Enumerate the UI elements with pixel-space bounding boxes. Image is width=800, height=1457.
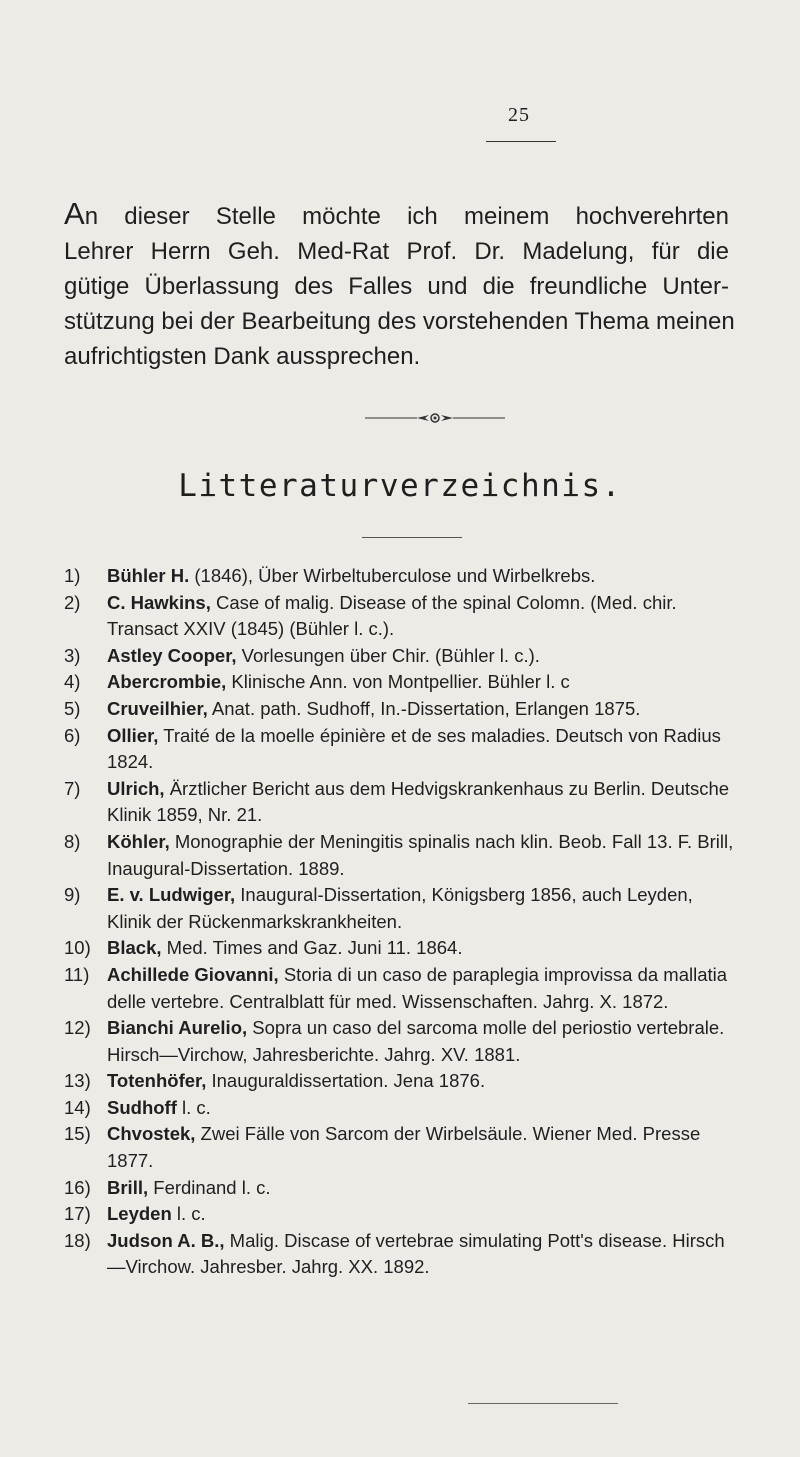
reference-number: 1) <box>64 565 81 586</box>
reference-text: Med. Times and Gaz. Juni 11. 1864. <box>161 937 463 959</box>
reference-item <box>64 723 736 776</box>
reference-author: Brill, <box>107 1176 149 1198</box>
reference-text: Ärztlicher Bericht aus dem Hedvigskrankenhaus zu Berlin. Deutsche Klinik 1859, Nr. 21. <box>107 777 730 826</box>
reference-number: 15) <box>64 1123 91 1145</box>
reference-number: 13) <box>64 1070 91 1092</box>
reference-author: Chvostek, <box>107 1123 196 1145</box>
reference-text: (1846), Über Wirbeltuberculose und Wirbelkrebs. <box>189 565 596 586</box>
page-number: 25 <box>508 104 530 126</box>
reference-text: Klinische Ann. von Montpellier. Bühler l. c <box>226 671 570 693</box>
reference-item <box>64 935 736 962</box>
ack-line-2: Lehrer Herrn Geh. Med-Rat Prof. Dr. Madelung, für die <box>64 238 729 265</box>
reference-item <box>64 669 736 696</box>
reference-number: 17) <box>64 1203 91 1225</box>
reference-text: Ferdinand l. c. <box>148 1176 271 1198</box>
reference-author: Bühler H. <box>107 565 190 586</box>
ornament-divider <box>365 410 505 426</box>
reference-text: l. c. <box>176 1096 211 1118</box>
reference-number: 5) <box>64 697 81 719</box>
reference-item <box>64 1068 736 1095</box>
reference-text: Sopra un caso del sarcoma molle del periostio vertebrale. Hirsch—Virchow, Jahresberichte. Jahrg. XV. 1881. <box>107 1017 725 1065</box>
reference-item <box>64 1201 736 1228</box>
reference-item <box>64 882 736 935</box>
reference-number: 7) <box>64 777 81 799</box>
reference-author: Cruveilhier, <box>107 697 208 719</box>
reference-text: Anat. path. Sudhoff, In.-Dissertation, Erlangen 1875. <box>207 697 641 719</box>
reference-number: 12) <box>64 1017 91 1039</box>
reference-item <box>64 1121 736 1174</box>
reference-number: 6) <box>64 724 81 746</box>
reference-item <box>64 643 736 670</box>
ack-line-4: stützung bei der Bearbeitung des vorstehenden Thema meinen <box>64 308 735 335</box>
heading-rule <box>362 537 462 538</box>
reference-author: Sudhoff <box>107 1096 177 1118</box>
end-rule <box>468 1403 618 1404</box>
reference-number: 3) <box>64 644 81 666</box>
reference-item <box>64 696 736 723</box>
reference-item <box>64 590 736 643</box>
reference-item <box>64 962 736 1015</box>
ack-line-3: gütige Überlassung des Falles und die freundliche Unter- <box>64 273 729 300</box>
reference-number: 2) <box>64 591 81 613</box>
reference-item <box>64 1015 736 1068</box>
reference-item <box>64 1095 736 1122</box>
reference-author: Judson A. B., <box>107 1229 225 1251</box>
ack-line-5: aufrichtigsten Dank aussprechen. <box>64 343 421 370</box>
reference-number: 18) <box>64 1229 91 1251</box>
reference-author: Abercrombie, <box>107 671 227 693</box>
reference-text: Case of malig. Disease of the spinal Colomn. (Med. chir. Transact XXIV (1845) (Bühler l. c.). <box>107 591 677 640</box>
acknowledgement-paragraph <box>64 196 735 374</box>
reference-author: Astley Cooper, <box>107 644 237 666</box>
reference-author: E. v. Ludwiger, <box>107 884 236 906</box>
reference-number: 11) <box>64 963 90 985</box>
reference-number: 8) <box>64 830 81 852</box>
reference-text: l. c. <box>171 1203 206 1225</box>
reference-item <box>64 563 736 590</box>
reference-author: Black, <box>107 937 162 959</box>
reference-number: 4) <box>64 671 81 693</box>
reference-number: 16) <box>64 1176 91 1198</box>
reference-number: 14) <box>64 1096 91 1118</box>
reference-number: 9) <box>64 884 81 906</box>
page-number-rule <box>486 141 556 142</box>
reference-author: Leyden <box>107 1203 172 1225</box>
reference-item <box>64 1175 736 1202</box>
reference-author: Bianchi Aurelio, <box>107 1017 248 1039</box>
reference-item <box>64 1228 736 1281</box>
reference-text: Inaugural-Dissertation, Königsberg 1856, auch Leyden, Klinik der Rückenmarkskrankheiten. <box>107 884 693 932</box>
reference-number: 10) <box>64 937 91 959</box>
reference-author: Ollier, <box>107 724 159 746</box>
reference-item <box>64 829 736 882</box>
reference-text: Malig. Discase of vertebrae simulating Pott's disease. Hirsch—Virchow. Jahresber. Jahrg. XX. 1892. <box>107 1229 725 1278</box>
reference-author: Köhler, <box>107 830 170 852</box>
reference-item <box>64 776 736 829</box>
reference-text: Inauguraldissertation. Jena 1876. <box>206 1070 486 1092</box>
section-heading: Litteraturverzeichnis. <box>178 468 622 504</box>
reference-author: Totenhöfer, <box>107 1070 207 1092</box>
reference-text: Zwei Fälle von Sarcom der Wirbelsäule. Wiener Med. Presse 1877. <box>107 1123 701 1172</box>
reference-author: Ulrich, <box>107 777 165 799</box>
reference-text: Traité de la moelle épinière et de ses maladies. Deutsch von Radius 1824. <box>107 724 721 773</box>
ack-line-1: An dieser Stelle möchte ich meinem hochverehrten <box>64 196 729 231</box>
reference-author: C. Hawkins, <box>107 591 211 613</box>
reference-text: Storia di un caso de paraplegia improvissa da mallatia delle vertebre. Centralblatt für med. Wissenschaften. Jahrg. X. 1872. <box>107 963 728 1012</box>
reference-author: Achillede Giovanni, <box>107 963 279 985</box>
initial-letter: A <box>64 196 85 231</box>
reference-list <box>64 563 736 1281</box>
reference-text: Vorlesungen über Chir. (Bühler l. c.). <box>236 644 540 666</box>
reference-text: Monographie der Meningitis spinalis nach klin. Beob. Fall 13. F. Brill, Inaugural-Dissertation. 1889. <box>107 830 734 879</box>
